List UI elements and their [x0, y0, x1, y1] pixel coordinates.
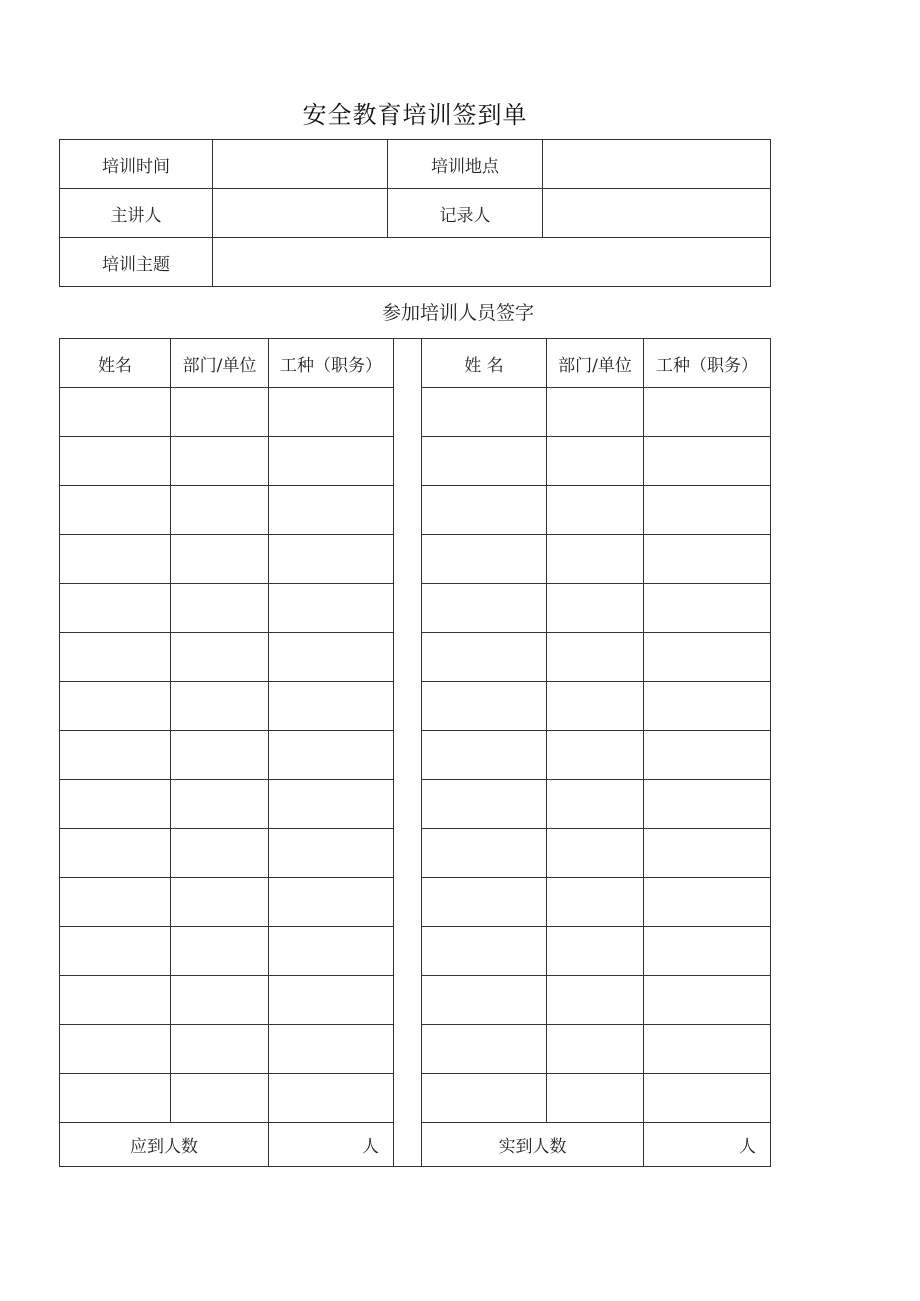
right-department-cell[interactable] [547, 584, 644, 633]
training-location-label: 培训地点 [388, 140, 543, 189]
right-name-cell[interactable] [422, 486, 547, 535]
right-department-cell[interactable] [547, 976, 644, 1025]
left-job-type-cell[interactable] [269, 388, 394, 437]
left-job-type-cell[interactable] [269, 486, 394, 535]
right-job-type-cell[interactable] [644, 486, 771, 535]
left-job-type-cell[interactable] [269, 878, 394, 927]
recorder-label: 记录人 [388, 189, 543, 238]
recorder-field[interactable] [543, 189, 771, 238]
right-department-cell[interactable] [547, 829, 644, 878]
left-job-type-cell[interactable] [269, 731, 394, 780]
left-department-cell[interactable] [171, 1025, 269, 1074]
attendees-heading: 参加培训人员签字 [381, 302, 534, 324]
right-name-cell[interactable] [422, 878, 547, 927]
right-name-cell[interactable] [422, 927, 547, 976]
left-department-cell[interactable] [171, 633, 269, 682]
right-department-cell[interactable] [547, 682, 644, 731]
right-job-type-cell[interactable] [644, 927, 771, 976]
left-name-cell[interactable] [60, 878, 171, 927]
right-department-cell[interactable] [547, 927, 644, 976]
left-department-cell[interactable] [171, 535, 269, 584]
left-job-type-cell[interactable] [269, 682, 394, 731]
left-name-cell[interactable] [60, 1025, 171, 1074]
left-department-cell[interactable] [171, 780, 269, 829]
expected-count-label: 应到人数 [60, 1123, 269, 1167]
right-department-cell[interactable] [547, 1025, 644, 1074]
left-name-cell[interactable] [60, 682, 171, 731]
actual-count-field[interactable]: 人 [644, 1123, 771, 1167]
right-department-cell[interactable] [547, 1074, 644, 1123]
page-title: 安全教育培训签到单 [302, 101, 528, 129]
right-department-cell[interactable] [547, 437, 644, 486]
right-job-type-cell[interactable] [644, 388, 771, 437]
right-department-cell[interactable] [547, 388, 644, 437]
right-name-cell[interactable] [422, 437, 547, 486]
left-job-type-cell[interactable] [269, 535, 394, 584]
training-time-field[interactable] [213, 140, 388, 189]
right-name-cell[interactable] [422, 1074, 547, 1123]
right-name-cell[interactable] [422, 633, 547, 682]
right-name-cell[interactable] [422, 682, 547, 731]
right-job-type-cell[interactable] [644, 1074, 771, 1123]
left-job-type-cell[interactable] [269, 1025, 394, 1074]
right-job-type-cell[interactable] [644, 682, 771, 731]
left-job-type-cell[interactable] [269, 437, 394, 486]
right-name-cell[interactable] [422, 780, 547, 829]
right-name-header: 姓 名 [422, 339, 547, 388]
left-name-cell[interactable] [60, 976, 171, 1025]
right-department-cell[interactable] [547, 780, 644, 829]
left-department-header: 部门/单位 [171, 339, 269, 388]
lecturer-field[interactable] [213, 189, 388, 238]
left-name-cell[interactable] [60, 1074, 171, 1123]
left-name-cell[interactable] [60, 388, 171, 437]
info-row-time-location [60, 140, 771, 189]
right-job-type-cell[interactable] [644, 1025, 771, 1074]
right-job-type-header: 工种（职务） [644, 339, 771, 388]
right-department-cell[interactable] [547, 878, 644, 927]
attendee-signature-table [59, 338, 771, 1167]
training-location-field[interactable] [543, 140, 771, 189]
info-row-topic [60, 238, 771, 287]
left-job-type-cell[interactable] [269, 633, 394, 682]
right-name-cell[interactable] [422, 535, 547, 584]
left-department-cell[interactable] [171, 1074, 269, 1123]
right-name-cell[interactable] [422, 829, 547, 878]
left-department-cell[interactable] [171, 829, 269, 878]
left-name-cell[interactable] [60, 829, 171, 878]
left-name-cell[interactable] [60, 633, 171, 682]
right-name-cell[interactable] [422, 1025, 547, 1074]
left-job-type-cell[interactable] [269, 1074, 394, 1123]
right-department-cell[interactable] [547, 535, 644, 584]
left-name-cell[interactable] [60, 780, 171, 829]
right-job-type-cell[interactable] [644, 780, 771, 829]
left-name-cell[interactable] [60, 584, 171, 633]
left-job-type-cell[interactable] [269, 780, 394, 829]
right-job-type-cell[interactable] [644, 437, 771, 486]
info-row-lecturer-recorder [60, 189, 771, 238]
right-name-cell[interactable] [422, 584, 547, 633]
left-name-cell[interactable] [60, 535, 171, 584]
left-job-type-header: 工种（职务） [269, 339, 394, 388]
training-time-label: 培训时间 [60, 140, 213, 189]
training-topic-label: 培训主题 [60, 238, 213, 287]
right-job-type-cell[interactable] [644, 633, 771, 682]
right-department-cell[interactable] [547, 731, 644, 780]
left-department-cell[interactable] [171, 584, 269, 633]
right-job-type-cell[interactable] [644, 878, 771, 927]
left-name-cell[interactable] [60, 437, 171, 486]
left-department-cell[interactable] [171, 976, 269, 1025]
left-name-cell[interactable] [60, 486, 171, 535]
left-department-cell[interactable] [171, 486, 269, 535]
lecturer-label: 主讲人 [60, 189, 213, 238]
left-job-type-cell[interactable] [269, 584, 394, 633]
right-job-type-cell[interactable] [644, 829, 771, 878]
expected-count-field[interactable]: 人 [269, 1123, 394, 1167]
left-department-cell[interactable] [171, 388, 269, 437]
right-job-type-cell[interactable] [644, 584, 771, 633]
left-job-type-cell[interactable] [269, 927, 394, 976]
left-department-cell[interactable] [171, 682, 269, 731]
right-department-cell[interactable] [547, 633, 644, 682]
right-job-type-cell[interactable] [644, 731, 771, 780]
training-topic-field[interactable] [213, 238, 771, 287]
attendee-header-row [60, 339, 771, 388]
left-department-cell[interactable] [171, 927, 269, 976]
column-gap [394, 339, 422, 1167]
right-name-cell[interactable] [422, 388, 547, 437]
left-job-type-cell[interactable] [269, 976, 394, 1025]
right-name-cell[interactable] [422, 976, 547, 1025]
left-job-type-cell[interactable] [269, 829, 394, 878]
right-department-header: 部门/单位 [547, 339, 644, 388]
left-department-cell[interactable] [171, 437, 269, 486]
training-info-table [59, 139, 771, 287]
left-department-cell[interactable] [171, 878, 269, 927]
right-department-cell[interactable] [547, 486, 644, 535]
left-department-cell[interactable] [171, 731, 269, 780]
right-job-type-cell[interactable] [644, 535, 771, 584]
left-name-cell[interactable] [60, 927, 171, 976]
actual-count-label: 实到人数 [422, 1123, 644, 1167]
left-name-cell[interactable] [60, 731, 171, 780]
left-name-header: 姓名 [60, 339, 171, 388]
right-job-type-cell[interactable] [644, 976, 771, 1025]
right-name-cell[interactable] [422, 731, 547, 780]
